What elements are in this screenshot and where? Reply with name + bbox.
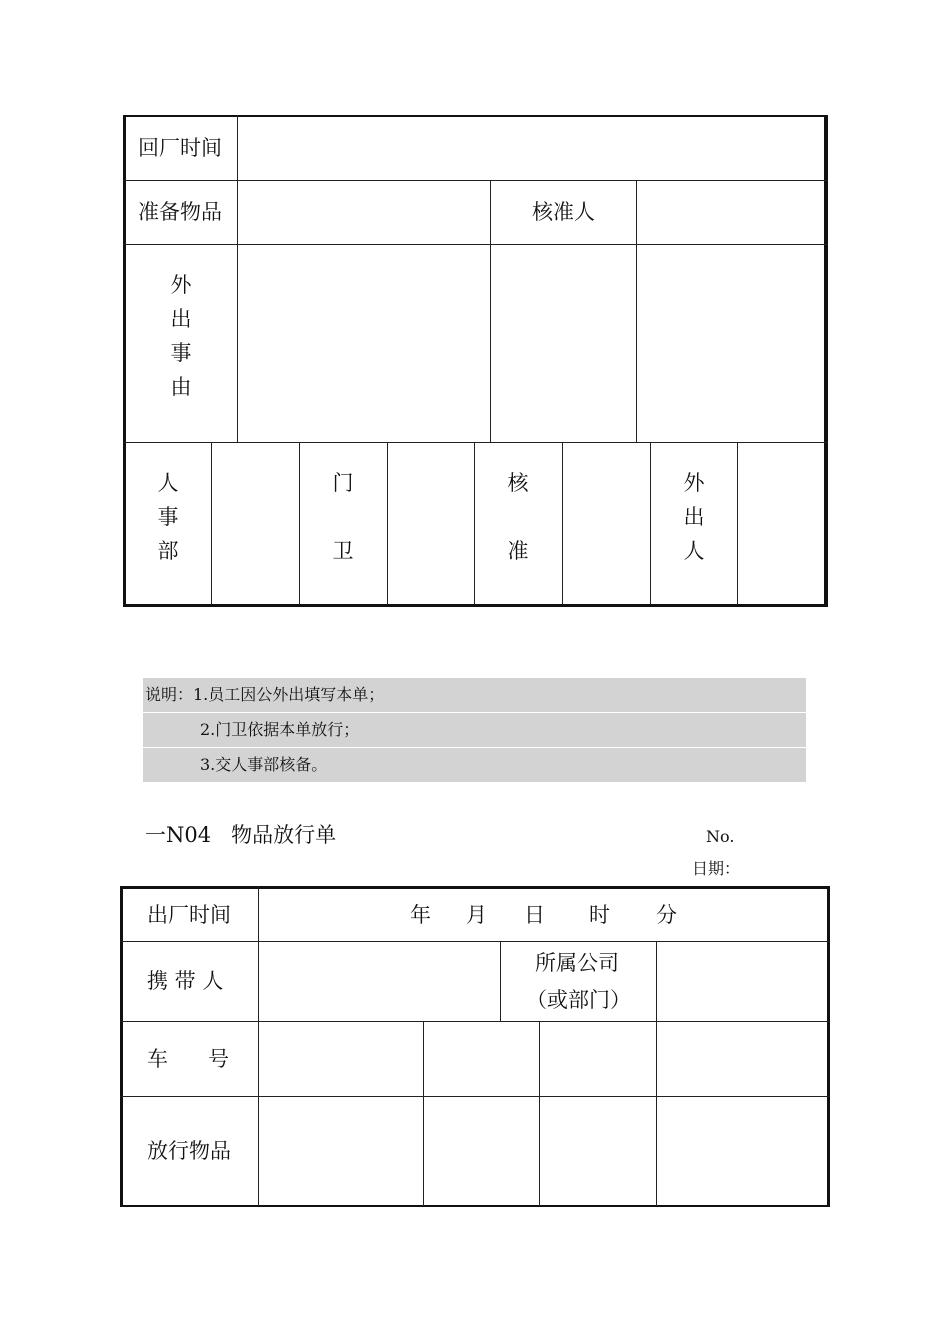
day-label: 日 — [524, 903, 545, 927]
form1-left-border — [123, 115, 126, 607]
outing-reason-field[interactable] — [238, 245, 490, 442]
form2-right-border — [827, 886, 830, 1207]
vehicle-number-field[interactable] — [259, 1022, 423, 1096]
form1-col-rule — [650, 442, 651, 605]
vehicle-number-label: 车 号 — [147, 1047, 230, 1071]
instruction-line-1: 说明：1.员工因公外出填写本单； — [145, 685, 385, 704]
approval-label: 核 准 — [507, 471, 529, 563]
carrier-field[interactable] — [259, 942, 500, 1021]
released-items-field-4[interactable] — [657, 1097, 827, 1205]
exit-time-field[interactable] — [259, 889, 827, 941]
form1-right-border — [824, 115, 828, 607]
released-items-field-3[interactable] — [540, 1097, 656, 1205]
approver-field[interactable] — [637, 181, 824, 244]
vehicle-number-field-4[interactable] — [657, 1022, 827, 1096]
carrier-label: 携 带 人 — [147, 969, 224, 993]
vehicle-number-field-3[interactable] — [540, 1022, 656, 1096]
serial-number-label: No. — [706, 827, 735, 846]
department-label: （或部门） — [526, 988, 631, 1012]
hour-label: 时 — [589, 903, 610, 927]
exit-time-label: 出厂时间 — [147, 903, 231, 927]
minute-label: 分 — [656, 903, 677, 927]
instruction-row — [143, 678, 806, 712]
hr-department-label: 人 事 部 — [157, 471, 179, 563]
instruction-line-3: 3.交人事部核备。 — [200, 755, 328, 774]
date-label: 日期： — [692, 859, 741, 878]
hr-signature-field[interactable] — [212, 443, 299, 604]
release-form-title: 一N04 物品放行单 — [145, 823, 337, 847]
released-items-field-2[interactable] — [424, 1097, 539, 1205]
form1-col-rule — [490, 180, 491, 443]
year-label: 年 — [410, 903, 431, 927]
form1-col-rule — [474, 442, 475, 605]
prepared-items-field[interactable] — [238, 181, 490, 244]
return-time-field[interactable] — [238, 117, 824, 180]
prepared-items-label: 准备物品 — [138, 200, 222, 224]
approval-signature-field[interactable] — [563, 443, 650, 604]
vehicle-number-field-2[interactable] — [424, 1022, 539, 1096]
company-label: 所属公司 — [535, 951, 619, 975]
month-label: 月 — [466, 903, 487, 927]
form2-bottom-border — [120, 1205, 830, 1207]
guard-signature-field[interactable] — [388, 443, 474, 604]
return-time-label: 回厂时间 — [138, 136, 222, 160]
form2-col-rule — [500, 941, 501, 1022]
approver-label: 核准人 — [532, 200, 595, 224]
released-items-label: 放行物品 — [147, 1139, 231, 1163]
instruction-row — [143, 713, 806, 747]
gate-guard-label: 门 卫 — [332, 471, 354, 563]
form2-left-border — [120, 886, 123, 1207]
goer-signature-field[interactable] — [738, 443, 824, 604]
company-field[interactable] — [657, 942, 827, 1021]
person-going-out-label: 外 出 人 — [683, 471, 705, 563]
outing-reason-label: 外 出 事 由 — [170, 273, 192, 399]
form1-bottom-border — [123, 604, 828, 607]
instruction-line-2: 2.门卫依据本单放行； — [200, 720, 360, 739]
form1-col-rule — [299, 442, 300, 605]
instruction-row — [143, 748, 806, 782]
released-items-field[interactable] — [259, 1097, 423, 1205]
